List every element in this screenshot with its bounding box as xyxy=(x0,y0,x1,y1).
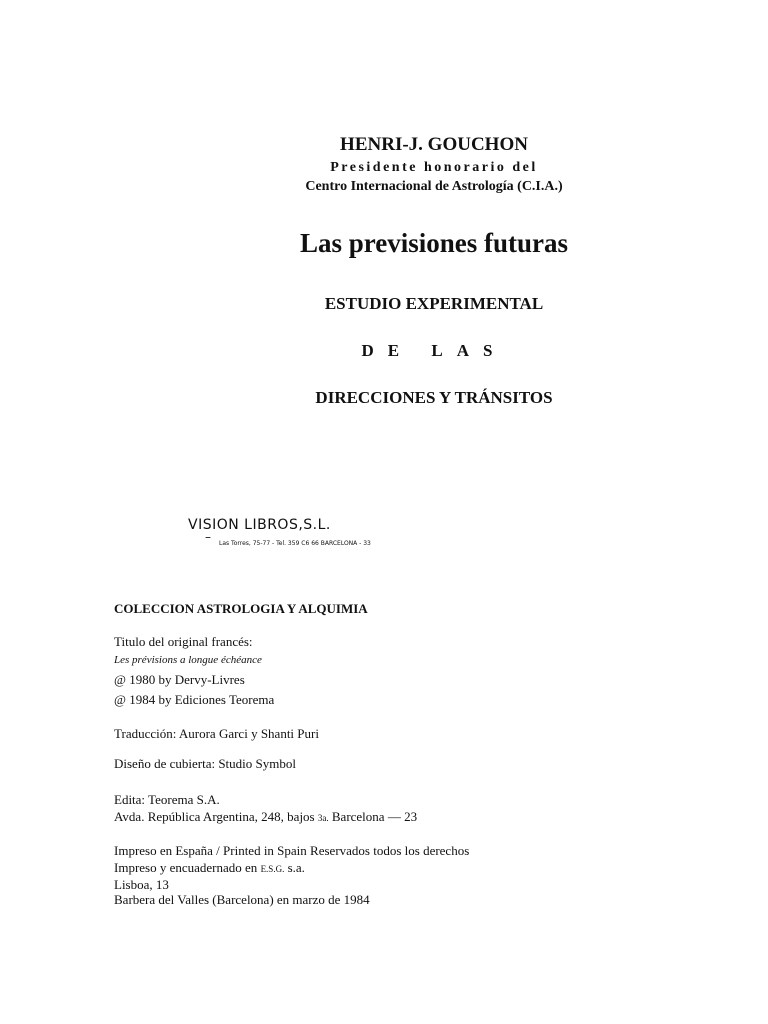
publisher-name: VISION LIBROS,S.L. xyxy=(188,517,331,533)
publisher-dash: – xyxy=(205,530,211,544)
author-name: HENRI-J. GOUCHON xyxy=(340,134,528,155)
publisher-address: Las Torres, 75-77 - Tel. 359 C6 66 BARCELONA - 33 xyxy=(219,540,371,547)
copyright-line-1: @ 1980 by Dervy-Livres xyxy=(114,672,245,687)
collection-name: COLECCION ASTROLOGIA Y ALQUIMIA xyxy=(114,601,368,616)
printed-bound-line xyxy=(114,860,305,876)
book-subtitle-line2: DE LAS xyxy=(361,341,507,360)
translation-credit: Traducción: Aurora Garci y Shanti Puri xyxy=(114,726,319,741)
book-subtitle-line3: DIRECCIONES Y TRÁNSITOS xyxy=(315,388,553,407)
printed-in-line: Impreso en España / Printed in Spain Reservados todos los derechos xyxy=(114,843,470,858)
printer-street: Lisboa, 13 xyxy=(114,877,169,892)
author-organization: Centro Internacional de Astrología (C.I.A.) xyxy=(305,179,563,194)
original-title: Les prévisions a longue échéance xyxy=(114,654,262,666)
editor-address-floor: 3a. xyxy=(317,813,329,823)
printer-name: E.S.G. xyxy=(260,864,285,874)
copyright-line-2: @ 1984 by Ediciones Teorema xyxy=(114,692,275,707)
printer-city-date: Barbera del Valles (Barcelona) en marzo de 1984 xyxy=(114,892,370,907)
editor-address-part1: Avda. República Argentina, 248, bajos xyxy=(114,809,315,824)
original-title-label: Titulo del original francés: xyxy=(114,634,253,649)
printed-bound-part1: Impreso y encuadernado en xyxy=(114,860,258,875)
author-role: Presidente honorario del xyxy=(330,160,538,175)
book-subtitle-line1: ESTUDIO EXPERIMENTAL xyxy=(324,294,544,313)
editor-address xyxy=(114,809,417,825)
editor-line: Edita: Teorema S.A. xyxy=(114,792,220,807)
cover-design-credit: Diseño de cubierta: Studio Symbol xyxy=(114,756,296,771)
editor-address-part2: Barcelona — 23 xyxy=(331,809,418,824)
printed-bound-part2: s.a. xyxy=(287,860,305,875)
book-title: Las previsiones futuras xyxy=(299,228,569,258)
